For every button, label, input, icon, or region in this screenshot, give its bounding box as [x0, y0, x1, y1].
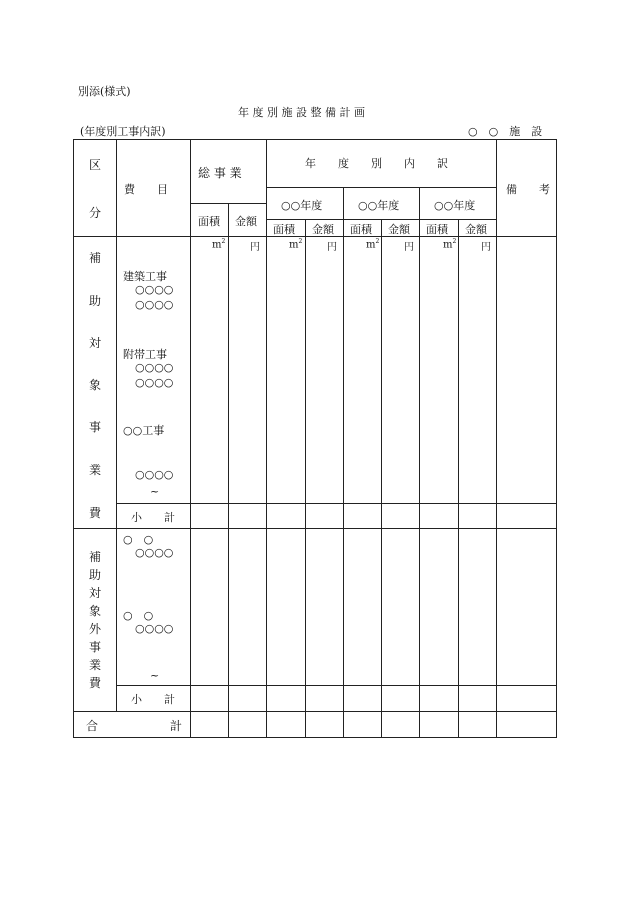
total-area-header: 面積 [198, 215, 220, 228]
section2-char-5: 事 [89, 640, 102, 654]
unit-yen-total: 円 [250, 242, 260, 253]
item-koji: ○○工事 [123, 424, 165, 437]
unit-yen-y3: 円 [481, 242, 491, 253]
section2-char-6: 業 [89, 658, 102, 672]
attachment-label: 別添(様式) [78, 85, 131, 98]
section1-char-3: 象 [89, 378, 102, 392]
subtotal-2: 小 計 [131, 693, 175, 706]
section2-char-1: 助 [89, 568, 102, 582]
item-tilde-1: ~ [150, 485, 160, 498]
unit-area-y3: $m^2$ [443, 238, 457, 251]
unit-area-y1: $m^2$ [289, 238, 303, 251]
section2-char-0: 補 [89, 550, 102, 564]
y2-area-header: 面積 [350, 223, 372, 236]
section1-char-5: 業 [89, 463, 102, 477]
section1-char-2: 対 [89, 336, 102, 350]
y3-area-header: 面積 [426, 223, 448, 236]
document-title: 年 度 別 施 設 整 備 計 画 [238, 106, 365, 119]
item-tilde-2: ~ [150, 669, 160, 682]
year-2-header: ○○年度 [358, 199, 400, 212]
item-kenchiku-sub2: ○○○○ [135, 298, 174, 311]
section2-char-2: 対 [89, 586, 102, 600]
unit-area-y2: $m^2$ [366, 238, 380, 251]
y3-amount-header: 金額 [465, 223, 487, 236]
unit-yen-y1: 円 [327, 242, 337, 253]
year-1-header: ○○年度 [281, 199, 323, 212]
item-futai-sub2: ○○○○ [135, 376, 174, 389]
section1-char-0: 補 [89, 251, 102, 265]
total-amount-header: 金額 [235, 215, 257, 228]
item2-1-sub: ○○○○ [135, 546, 174, 559]
section2-char-4: 外 [89, 622, 102, 636]
subtotal-1: 小 計 [131, 511, 175, 524]
year-3-header: ○○年度 [434, 199, 476, 212]
facility-name: ○ ○ 施 設 [468, 125, 543, 138]
item-koji-sub: ○○○○ [135, 468, 174, 481]
unit-area-total: $m^2$ [212, 238, 226, 251]
item-kenchiku-sub1: ○○○○ [135, 283, 174, 296]
section2-char-3: 象 [89, 604, 102, 618]
unit-yen-y2: 円 [404, 242, 414, 253]
y1-area-header: 面積 [273, 223, 295, 236]
item-futai-sub1: ○○○○ [135, 361, 174, 374]
grand-total-right: 計 [170, 719, 183, 733]
kubun-header: 区 [89, 158, 102, 172]
item2-1: ○ ○ [123, 533, 154, 546]
grand-total-left: 合 [86, 719, 99, 733]
y1-amount-header: 金額 [312, 223, 334, 236]
himoku-header: 費 目 [124, 183, 168, 196]
y2-amount-header: 金額 [388, 223, 410, 236]
item-kenchiku: 建築工事 [123, 270, 167, 283]
section2-char-7: 費 [89, 676, 102, 690]
item2-2-sub: ○○○○ [135, 622, 174, 635]
section1-char-6: 費 [89, 506, 102, 520]
document-subtitle: (年度別工事内訳) [80, 125, 166, 138]
section1-char-4: 事 [89, 420, 102, 434]
item-futai: 附帯工事 [123, 348, 167, 361]
kubun-header-2: 分 [89, 206, 102, 220]
remarks-header: 備 考 [506, 183, 550, 196]
total-project-header: 総 事 業 [198, 166, 242, 180]
item2-2: ○ ○ [123, 609, 154, 622]
section1-char-1: 助 [89, 294, 102, 308]
yearly-breakdown-header: 年 度 別 内 訳 [305, 157, 448, 170]
